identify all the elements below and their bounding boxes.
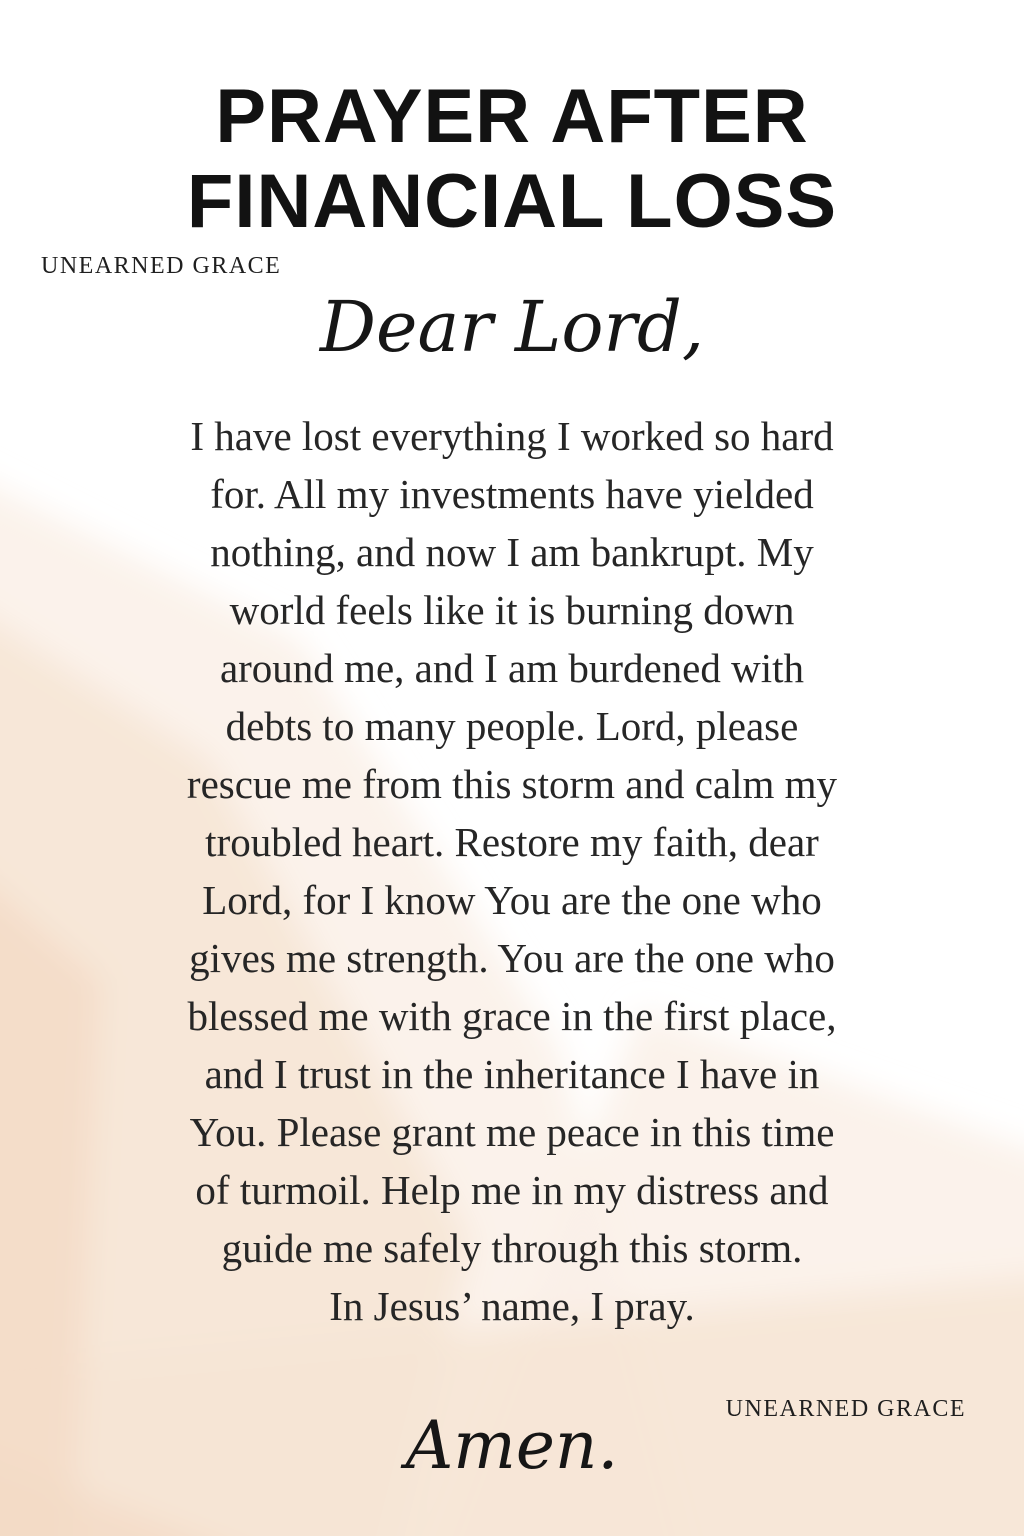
prayer-line: for. All my investments have yielded [210,471,814,517]
prayer-line: around me, and I am burdened with [219,645,805,691]
prayer-line: Lord, for I know You are the one who [202,877,822,923]
brand-watermark-bottom: UNEARNED GRACE [725,1396,966,1422]
page-title [0,74,1024,244]
prayer-line: I have lost everything I worked so hard [190,413,834,459]
prayer-line: of turmoil. Help me in my distress and [195,1167,829,1213]
prayer-line: You. Please grant me peace in this time [189,1109,835,1155]
prayer-line: and I trust in the inheritance I have in [204,1051,820,1097]
prayer-line: guide me safely through this storm. [221,1225,803,1271]
prayer-line: In Jesus’ name, I pray. [329,1283,695,1329]
brand-watermark-top: UNEARNED GRACE [41,253,282,279]
page-title-line1: PRAYER AFTER [215,74,809,159]
greeting-script: Dear Lord, [319,286,705,368]
prayer-line: nothing, and now I am bankrupt. My [210,529,814,575]
page-title-line2: FINANCIAL LOSS [186,159,838,244]
prayer-body [90,407,934,1335]
prayer-line: world feels like it is burning down [229,587,795,633]
prayer-line: rescue me from this storm and calm my [186,761,838,807]
prayer-line: debts to many people. Lord, please [225,703,799,749]
prayer-line: blessed me with grace in the first place, [187,993,837,1039]
closing-script: Amen. [405,1407,619,1484]
prayer-line: troubled heart. Restore my faith, dear [205,819,819,865]
prayer-line: gives me strength. You are the one who [189,935,835,981]
